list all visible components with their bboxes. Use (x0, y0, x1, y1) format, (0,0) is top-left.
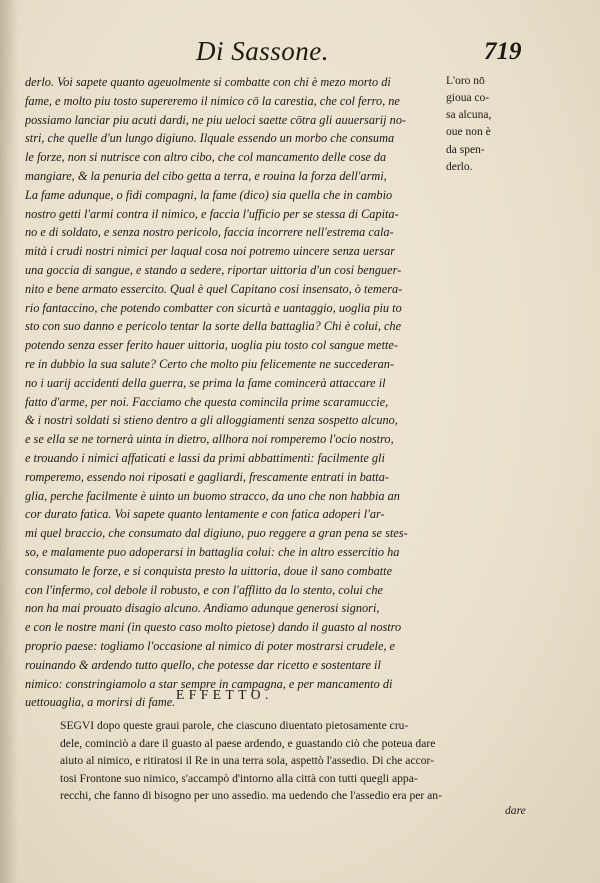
section-heading: EFFETTO. (176, 687, 273, 702)
text-line: possiamo lanciar piu acuti dardi, ne piu ueloci saette cōtra gli auuersarij no- (25, 112, 407, 127)
effetto-line: aiuto al nimico, e ritiratosi il Re in una terra sola, aspettò l'assedio. Di che accor- (60, 754, 435, 767)
text-line: no i uarij accidenti della guerra, se prima la fame comincerà attaccare il (25, 375, 386, 390)
text-line: e se ella se ne tornerà uinta in dietro, allhora noi romperemo l'ocio nostro, (25, 432, 394, 447)
binding-shadow (0, 0, 18, 883)
text-line: cor durato fatica. Voi sapete quanto lentamente e con fatica adoperi l'ar- (25, 507, 385, 522)
text-line: re in dubbio la sua salute? Certo che molto piu felicemente ne succederan- (25, 356, 395, 371)
running-head: Di Sassone. (196, 36, 329, 66)
effetto-line: SEGVI dopo queste graui parole, che ciascuno diuentato pietosamente cru- (60, 719, 409, 732)
text-line: e trouando i nimici affaticati e lassi da primi abbattimenti: facilmente gli (25, 450, 385, 465)
text-line: La fame adunque, o fidi compagni, la fame (dico) sia quella che in cambio (25, 187, 393, 202)
text-line: e con le nostre mani (in questo caso molto pietose) dando il guasto al nostro (25, 620, 402, 635)
effetto-line: tosi Frontone suo nimico, s'accampò d'intorno alla città con tutti quegli appa- (60, 771, 418, 785)
marginal-note-line: oue non è (446, 126, 491, 139)
text-line: una goccia di sangue, e stando a sedere, riportar uittoria d'un cosi benguer- (25, 262, 402, 277)
effetto-line: dele, cominciò a dare il guasto al paese ardendo, e guastando ciò che poteua dare (60, 736, 436, 750)
effetto-line: recchi, che fanno di bisogno per uno assedio. ma uedendo che l'assedio era per an- (60, 789, 442, 802)
text-line: mità i crudi nostri nimici per laqual cosa noi potremo uincere senza uersar (25, 244, 396, 259)
text-line: fatto d'arme, per noi. Facciamo che questa comincila prime scaramuccie, (25, 394, 389, 409)
text-line: con l'infermo, col debole il robusto, e con l'afflitto da lo stento, colui che (25, 582, 383, 597)
text-line: rouinando & ardendo tutto quello, che potesse dar ricetto e sostentare il (25, 657, 381, 672)
text-line: non ha mai prouato disagio alcuno. Andiamo adunque generosi signori, (25, 601, 380, 616)
text-line: sto con suo danno e pericolo tentar la sorte della battaglia? Chi è colui, che (25, 319, 402, 334)
text-line: stri, che quelle d'un lungo digiuno. Ilquale essendo un morbo che consuma (25, 131, 395, 146)
text-line: derlo. Voi sapete quanto ageuolmente si combatte con chi è mezo morto di (25, 75, 391, 89)
marginal-note-line: da spen- (446, 143, 485, 156)
marginal-note-line: derlo. (446, 160, 473, 173)
text-line: mangiare, & la penuria del cibo getta a terra, e rouina la forza dell'armi, (25, 168, 387, 183)
text-line: fame, e molto piu tosto supereremo il nimico cō la carestia, che col ferro, ne (25, 93, 400, 108)
marginal-note-line: gioua co- (446, 92, 490, 105)
text-line: mi quel braccio, che consumato dal digiuno, puo reggere a gran pena se stes- (25, 526, 408, 541)
text-line: romperemo, essendo noi riposati e gagliardi, frescamente entrati in batta- (25, 469, 389, 484)
catchword: dare (505, 804, 526, 817)
text-line: nostro getti l'armi contra il nimico, e faccia l'ufficio per se stessa di Capita- (25, 206, 399, 221)
text-line: rio fantaccino, che potendo combatter con sicurtà e uantaggio, uoglia piu to (25, 300, 402, 315)
text-line: potendo senza esser ferito hauer uittoria, uoglia piu tosto col sangue mette- (25, 338, 398, 353)
text-line: no e di soldato, e senza nostro pericolo, faccia incorrere nell'estrema cala- (25, 225, 394, 240)
text-line: nito e bene armato essercito. Qual è quel Capitano cosi insensato, ò temera- (25, 281, 403, 296)
marginal-note-line: L'oro nō (446, 75, 485, 87)
main-text-block (25, 73, 445, 712)
text-line: so, e malamente puo adoperarsi in battaglia colui: che in altro essercitio ha (25, 544, 400, 559)
text-line: consumato le forze, e si conquista presto la uittoria, doue il sano combatte (25, 563, 393, 578)
text-line: & i nostri soldati si stieno dentro a gli alloggiamenti senza sospetto alcuno, (25, 413, 398, 428)
text-line: glia, perche facilmente è uinto un buomo stracco, da uno che non habbia an (25, 488, 400, 503)
marginal-note-line: sa alcuna, (446, 109, 492, 122)
text-line: uettouaglia, a morirsi di fame. (25, 695, 176, 710)
text-line: le forze, non si nutrisce con altro cibo, che col mancamento delle cose da (25, 150, 387, 165)
effetto-paragraph (60, 717, 560, 805)
page-number: 719 (484, 38, 522, 65)
text-line: nimico: constringiamolo a star sempre in campagna, e per mancamento di (25, 676, 393, 691)
text-line: proprio paese: togliamo l'occasione al nimico di poter mostrarsi crudele, e (25, 638, 396, 653)
marginal-note (446, 73, 506, 176)
